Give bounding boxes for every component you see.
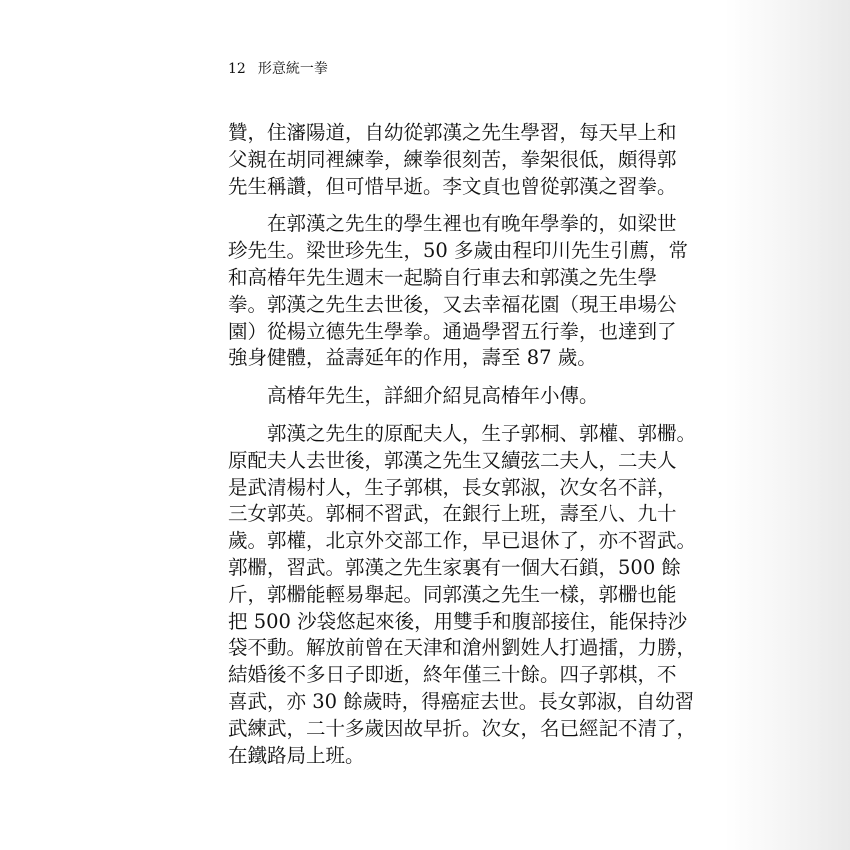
book-title: 形意統一拳 <box>257 61 328 77</box>
paragraph <box>228 421 697 769</box>
text-line: 在鐵路局上班。 <box>228 743 365 767</box>
text-line: 高椿年先生，詳細介紹見高椿年小傳。 <box>267 384 599 408</box>
text-line: 把 500 沙袋悠起來後，用雙手和腹部接住，能保持沙 <box>228 609 688 633</box>
text-line: 斤，郭𣝗能輕易舉起。同郭漢之先生一樣，郭𣝗也能 <box>228 582 677 606</box>
text-line: 和高椿年先生週末一起騎自行車去和郭漢之先生學 <box>228 265 658 289</box>
text-line: 結婚後不多日子即逝，終年僅三十餘。四子郭棋，不 <box>228 663 677 687</box>
text-line: 郭漢之先生的原配夫人，生子郭桐、郭權、郭𣝗。 <box>267 421 697 445</box>
body-text <box>228 120 697 780</box>
text-line: 三女郭英。郭桐不習武，在銀行上班，壽至八、九十 <box>228 502 677 526</box>
text-line: 先生稱讚，但可惜早逝。李文貞也曾從郭漢之習拳。 <box>228 174 677 198</box>
paragraph <box>228 211 689 372</box>
text-line: 珍先生。梁世珍先生，50 多歲由程印川先生引薦，常 <box>228 239 689 263</box>
text-line: 原配夫人去世後，郭漢之先生又續弦二夫人，二夫人 <box>228 448 677 472</box>
text-line: 贊，住瀋陽道，自幼從郭漢之先生學習，每天早上和 <box>228 121 677 144</box>
text-line: 袋不動。解放前曾在天津和滄州劉姓人打過擂，力勝， <box>228 636 697 660</box>
page-number: 12 <box>228 61 246 77</box>
paragraph <box>228 383 638 410</box>
paragraph <box>228 120 677 200</box>
text-line: 歲。郭權，北京外交部工作，早已退休了，亦不習武。 <box>228 529 697 553</box>
text-line: 在郭漢之先生的學生裡也有晚年學拳的，如梁世 <box>267 212 677 236</box>
text-line: 強身健體，益壽延年的作用，壽至 87 歲。 <box>228 346 597 370</box>
text-line: 拳。郭漢之先生去世後，又去幸福花園（現王串場公 <box>228 292 677 316</box>
text-line: 武練武，二十多歲因故早折。次女，名已經記不清了， <box>228 716 697 740</box>
text-line: 園）從楊立德先生學拳。通過學習五行拳，也達到了 <box>228 319 677 343</box>
text-line: 父親在胡同裡練拳，練拳很刻苦，拳架很低，頗得郭 <box>228 147 677 171</box>
running-head <box>228 58 328 78</box>
text-line: 是武清楊村人，生子郭棋，長女郭淑，次女名不詳， <box>228 475 677 499</box>
text-line: 郭𣝗，習武。郭漢之先生家裏有一個大石鎖，500 餘 <box>228 555 681 579</box>
text-line: 喜武，亦 30 餘歲時，得癌症去世。長女郭淑，自幼習 <box>228 689 695 713</box>
page-edge-shadow <box>725 0 850 850</box>
